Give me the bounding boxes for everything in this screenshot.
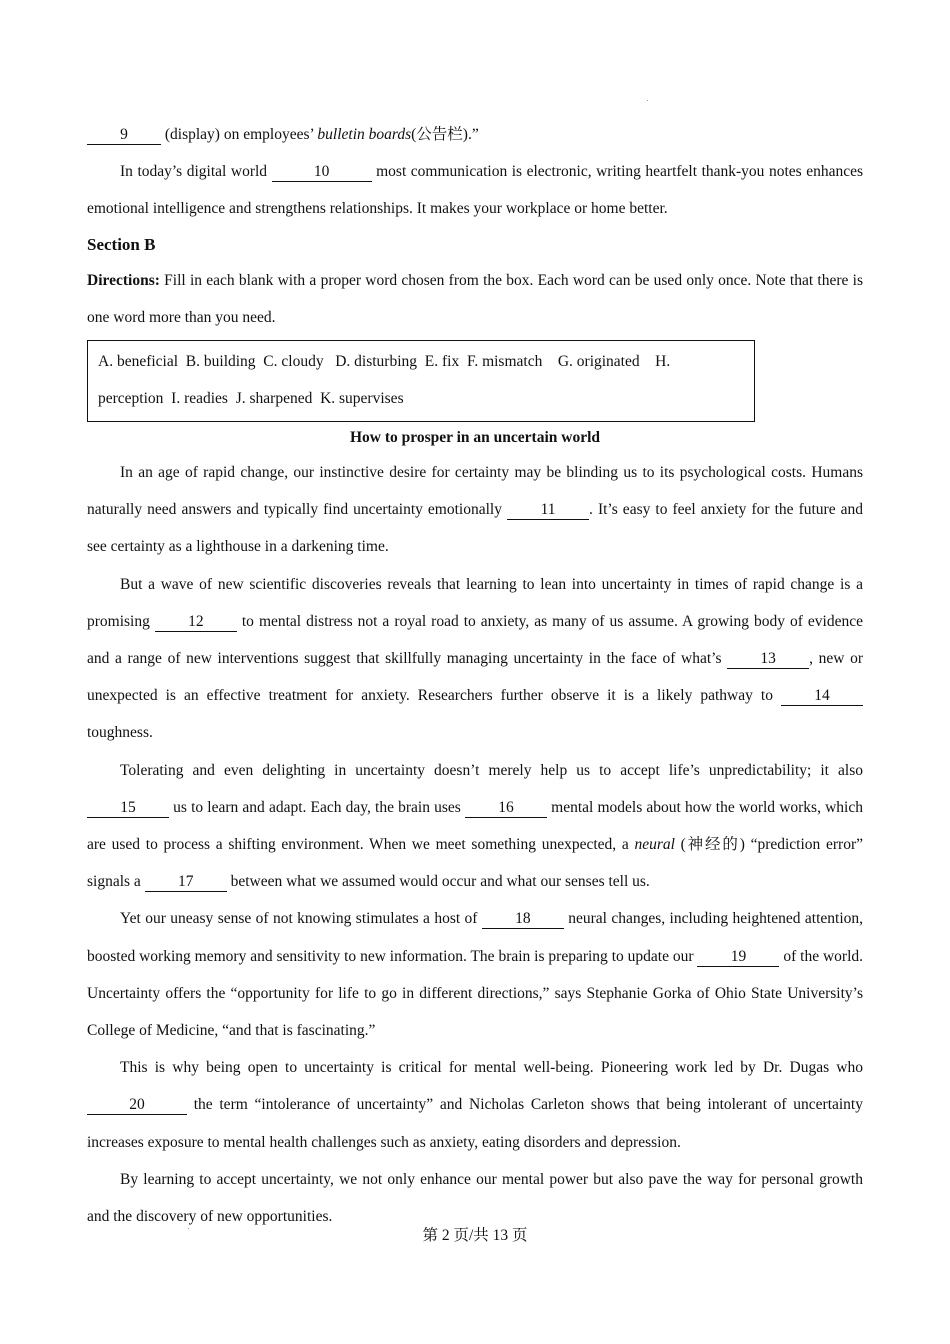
article-paragraph-2: But a wave of new scientific discoveries reveals that learning to lean into uncertainty in times of rapid change is a promising 12 to mental distress not a royal road to anxiety, as many of us assume. A growing body of evidence and a range of new interventions suggest that skillfully managing uncertainty in the face of what’s 13 , new or unexpected is an effective treatment for anxiety. Researchers further observe it is a likely pathway to 14 toughness. <box>87 575 863 742</box>
word-box-line-1: A. beneficial B. building C. cloudy D. disturbing E. fix F. mismatch G. originated H. <box>98 353 671 371</box>
article-paragraph-1: In an age of rapid change, our instinctive desire for certainty may be blinding us to its psychological costs. Humans naturally need answers and typically find uncertainty emotionally 11 . It’s easy to feel anxiety for the future and see certainty as a lighthouse in a darkening time. <box>87 464 864 556</box>
blank-18[interactable]: 18 <box>482 910 564 929</box>
article-paragraph-5: This is why being open to uncertainty is critical for mental well-being. Pioneering work led by Dr. Dugas who 20 the term “intolerance of uncertainty” and Nicholas Carleton shows that being intolerant of uncertainty increases exposure to mental health challenges such as anxiety, eating disorders and depression. <box>87 1059 863 1151</box>
blank-14[interactable]: 14 <box>781 687 863 706</box>
scan-dot <box>647 100 648 101</box>
intro-paragraph: In today’s digital world 10 most communication is electronic, writing heartfelt thank-you notes enhances emotional intelligence and strengthens relationships. It makes your workplace or home better. <box>87 163 863 218</box>
article-paragraph-4: Yet our uneasy sense of not knowing stimulates a host of 18 neural changes, including heightened attention, boosted working memory and sensitivity to new information. The brain is preparing to update our 19 of the world. Uncertainty offers the “opportunity for life to go in different directions,” says Stephanie Gorka of Ohio State University’s College of Medicine, “and that is fascinating.” <box>87 910 864 1040</box>
intro-line: 9 (display) on employees’ bulletin boards(公告栏).” <box>87 116 863 153</box>
blank-16[interactable]: 16 <box>465 799 547 818</box>
blank-19[interactable]: 19 <box>697 948 779 967</box>
article-title: How to prosper in an uncertain world <box>349 429 601 447</box>
directions: Directions: Fill in each blank with a proper word chosen from the box. Each word can be used only once. Note that there is one word more than you need. <box>87 271 863 326</box>
blank-13[interactable]: 13 <box>727 650 809 669</box>
word-box-line-2: perception I. readies J. sharpened K. supervises <box>98 390 404 408</box>
section-b-title: Section B <box>87 234 156 254</box>
blank-12[interactable]: 12 <box>155 613 237 632</box>
blank-11[interactable]: 11 <box>507 501 589 520</box>
blank-20[interactable]: 20 <box>87 1096 187 1115</box>
word-box <box>87 340 755 422</box>
article-paragraph-6: By learning to accept uncertainty, we not only enhance our mental power but also pave the way for personal growth and the discovery of new opportunities. <box>87 1170 863 1226</box>
page-footer: 第 2 页/共 13 页 <box>422 1227 528 1244</box>
blank-9[interactable]: 9 <box>87 126 161 145</box>
blank-15[interactable]: 15 <box>87 799 169 818</box>
document-page <box>87 116 863 1235</box>
blank-10[interactable]: 10 <box>272 163 372 182</box>
blank-17[interactable]: 17 <box>145 873 227 892</box>
article-paragraph-3: Tolerating and even delighting in uncertainty doesn’t merely help us to accept life’s unpredictability; it also 15 us to learn and adapt. Each day, the brain uses 16 mental models about how the world works, which are used to process a shifting environment. When we meet something unexpected, a neural (神经的) “prediction error” signals a 17 between what we assumed would occur and what our senses tell us. <box>87 761 863 891</box>
